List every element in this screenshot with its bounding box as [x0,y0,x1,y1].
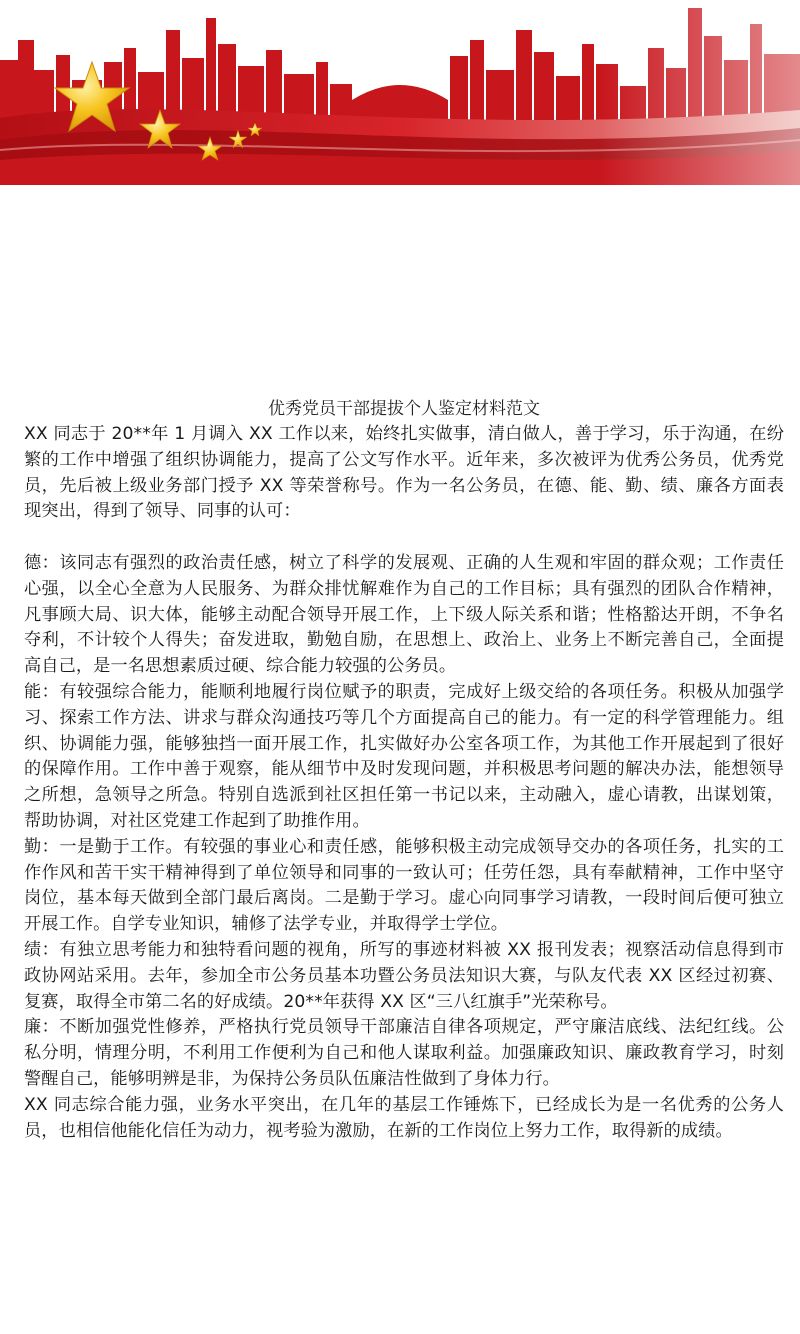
document-title: 优秀党员干部提拔个人鉴定材料范文 [268,399,540,419]
section-qin: 勤：一是勤于工作。有较强的事业心和责任感，能够积极主动完成领导交办的各项任务，扎实的工作作风和苦干实干精神得到了单位领导和同事的一致认可；任劳任怨，具有奉献精神，工作中坚守岗位，基本每天做到全部门最后离岗。二是勤于学习。虚心向同事学习请教，一段时间后便可独立开展工作。自学专业知识，辅修了法学专业，并取得学士学位。 [24,836,784,935]
city-skyline-banner [0,0,800,185]
section-ji: 绩：有独立思考能力和独特看问题的视角，所写的事迹材料被 XX 报刊发表；视察活动信息得到市政协网站采用。去年，参加全市公务员基本功暨公务员法知识大赛，与队友代表 XX 区经过初赛、复赛，取得全市第二名的好成绩。20**年获得 XX 区“三八红旗手”光荣称号。 [24,939,784,1012]
section-de: 德：该同志有强烈的政治责任感，树立了科学的发展观、正确的人生观和牢固的群众观；工作责任心强，以全心全意为人民服务、为群众排忧解难作为自己的工作目标；具有强烈的团队合作精神，凡事顾大局、识大体，能够主动配合领导开展工作，上下级人际关系和谐；性格豁达开朗，不争名夺利，不计较个人得失；奋发进取，勤勉自励，在思想上、政治上、业务上不断完善自己，全面提高自己，是一名思想素质过硬、综合能力较强的公务员。 [24,552,784,677]
section-neng: 能：有较强综合能力，能顺利地履行岗位赋予的职责，完成好上级交给的各项任务。积极从加强学习、探索工作方法、讲求与群众沟通技巧等几个方面提高自己的能力。有一定的科学管理能力。组织、协调能力强，能够独挡一面开展工作，扎实做好办公室各项工作，为其他工作开展起到了很好的保障作用。工作中善于观察，能从细节中及时发现问题，并积极思考问题的解决办法，能想领导之所想，急领导之所急。特别自选派到社区担任第一书记以来，主动融入，虚心请教，出谋划策，帮助协调，对社区党建工作起到了助推作用。 [24,681,784,831]
header-banner [0,0,800,185]
document-body [24,396,784,1144]
blank-line [24,525,784,551]
intro-paragraph: XX 同志于 20**年 1 月调入 XX 工作以来，始终扎实做事，清白做人，善于学习，乐于沟通，在纷繁的工作中增强了组织协调能力，提高了公文写作水平。近年来，多次被评为优秀公务员，优秀党员，先后被上级业务部门授予 XX 等荣誉称号。作为一名公务员，在德、能、勤、绩、廉各方面表现突出，得到了领导、同事的认可： [24,424,784,522]
section-lian: 廉：不断加强党性修养，严格执行党员领导干部廉洁自律各项规定，严守廉洁底线、法纪红线。公私分明，情理分明，不利用工作便利为自己和他人谋取利益。加强廉政知识、廉政教育学习，时刻警醒自己，能够明辨是非，为保持公务员队伍廉洁性做到了身体力行。 [24,1017,784,1089]
conclusion-paragraph: XX 同志综合能力强，业务水平突出，在几年的基层工作锤炼下，已经成长为是一名优秀的公务人员，也相信他能化信任为动力，视考验为激励，在新的工作岗位上努力工作，取得新的成绩。 [24,1094,784,1141]
